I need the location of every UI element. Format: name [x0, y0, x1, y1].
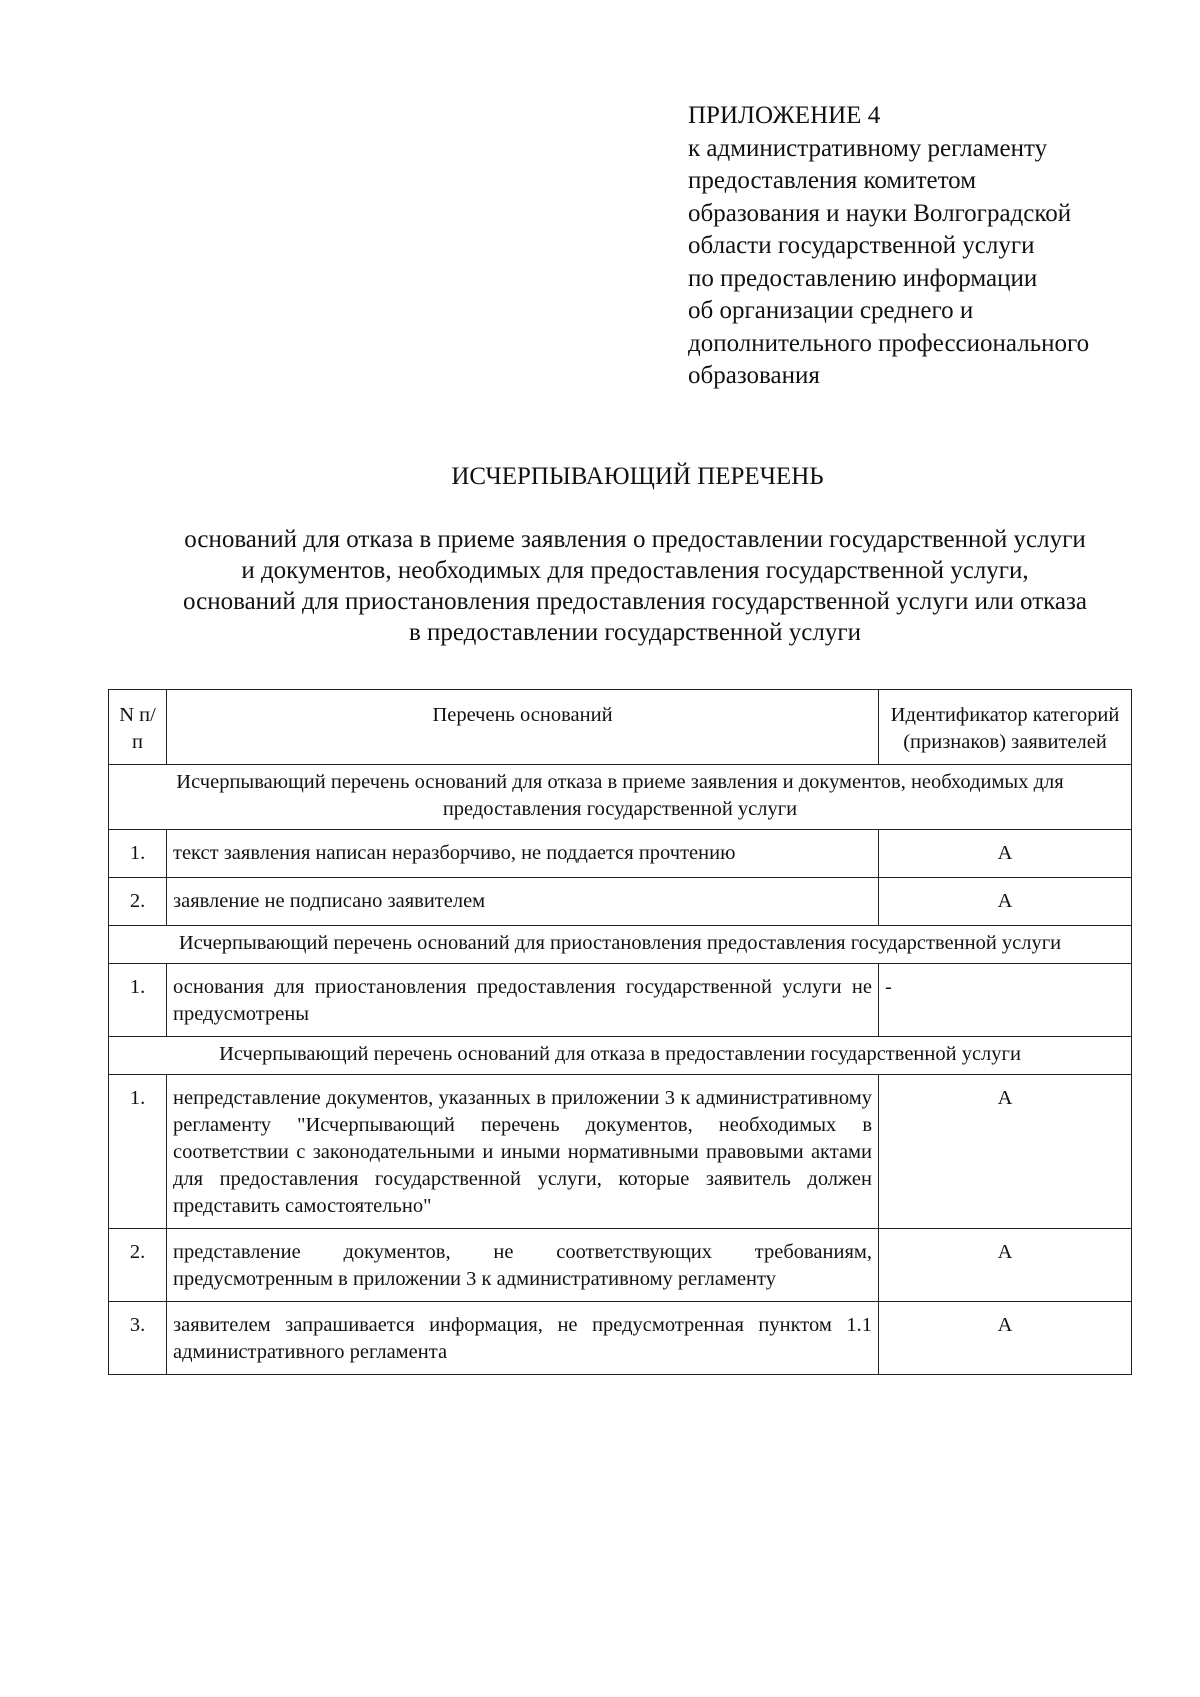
subtitle-line: в предоставлении государственной услуги [408, 619, 862, 646]
appendix-line: по предоставлению информации [688, 264, 1038, 292]
section-row [109, 1037, 1132, 1075]
row-text: непредставление документов, указанных в приложении 3 к административному регламенту "Исчерпывающий перечень документов, необходимых в соответствии с законодательными и иными нормативными правовыми актами для предоставления государственной услуги, которые заявитель должен представить самостоятельно" [167, 1075, 879, 1229]
row-text: основания для приостановления предоставления государственной услуги не предусмотрены [167, 964, 879, 1037]
section-row [109, 926, 1132, 964]
appendix-line: области государственной услуги [688, 232, 1035, 259]
row-identifier: А [879, 1302, 1132, 1375]
row-identifier: А [879, 878, 1132, 926]
header-identifier: Идентификатор категорий (признаков) заявителей [879, 690, 1132, 765]
row-num: 3. [109, 1302, 167, 1375]
table-row [109, 1302, 1132, 1375]
table-row [109, 878, 1132, 926]
row-identifier: А [879, 830, 1132, 878]
subtitle-line: оснований для отказа в приеме заявления о предоставлении государственной услуги [184, 526, 1086, 553]
appendix-header [688, 100, 1168, 393]
row-num: 1. [109, 964, 167, 1037]
row-num: 2. [109, 1229, 167, 1302]
subtitle-line: оснований для приостановления предоставления государственной услуги или отказа [183, 588, 1087, 615]
section-row [109, 765, 1132, 830]
table-row [109, 830, 1132, 878]
subtitle-line: и документов, необходимых для предоставления государственной услуги, [241, 557, 1029, 584]
row-identifier: А [879, 1229, 1132, 1302]
appendix-line: к административному регламенту [688, 134, 1048, 162]
appendix-line: образования и науки Волгоградской [688, 199, 1072, 227]
row-text: текст заявления написан неразборчиво, не поддается прочтению [167, 830, 879, 878]
header-num: N п/п [109, 690, 167, 765]
row-identifier: А [879, 1075, 1132, 1229]
table-row [109, 1075, 1132, 1229]
appendix-line: об организации среднего и [688, 297, 974, 324]
row-text: заявителем запрашивается информация, не предусмотренная пунктом 1.1 административного регламента [167, 1302, 879, 1375]
section-title: Исчерпывающий перечень оснований для отказа в приеме заявления и документов, необходимых для предоставления государственной услуги [109, 765, 1132, 830]
header-grounds: Перечень оснований [167, 690, 879, 765]
document-title: ИСЧЕРПЫВАЮЩИЙ ПЕРЕЧЕНЬ [451, 463, 824, 490]
row-text: заявление не подписано заявителем [167, 878, 879, 926]
section-title: Исчерпывающий перечень оснований для отказа в предоставлении государственной услуги [109, 1037, 1132, 1075]
row-num: 1. [109, 1075, 167, 1229]
appendix-line: дополнительного профессионального [688, 329, 1090, 357]
appendix-line: ПРИЛОЖЕНИЕ 4 [688, 102, 881, 129]
table-row [109, 1229, 1132, 1302]
table-row [109, 964, 1132, 1037]
section-title: Исчерпывающий перечень оснований для приостановления предоставления государственной услуги [109, 926, 1132, 964]
table-header-row [109, 690, 1132, 765]
row-identifier: - [879, 964, 1132, 1037]
grounds-table [108, 689, 1132, 1375]
row-text: представление документов, не соответствующих требованиям, предусмотренным в приложении 3 к административному регламенту [167, 1229, 879, 1302]
appendix-line: образования [688, 362, 820, 389]
document-subtitle [100, 524, 1170, 648]
row-num: 1. [109, 830, 167, 878]
row-num: 2. [109, 878, 167, 926]
appendix-line: предоставления комитетом [688, 167, 977, 194]
